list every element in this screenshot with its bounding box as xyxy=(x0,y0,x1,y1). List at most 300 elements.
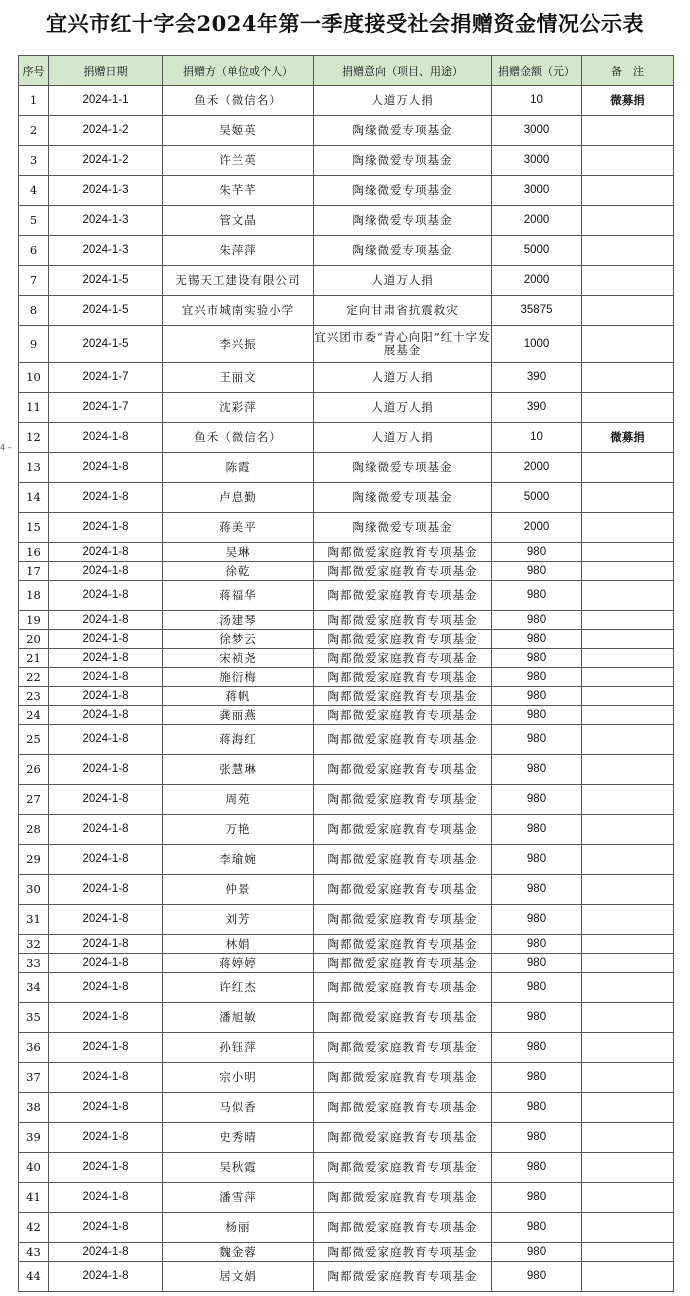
table-row xyxy=(19,423,674,453)
cell-purpose: 陶缘微爱专项基金 xyxy=(314,483,492,513)
cell-donor: 徐梦云 xyxy=(163,630,314,649)
cell-donor: 蒋帆 xyxy=(163,687,314,706)
table-row xyxy=(19,687,674,706)
cell-amount: 980 xyxy=(492,815,582,845)
cell-donor: 王丽文 xyxy=(163,363,314,393)
cell-amount: 10 xyxy=(492,86,582,116)
cell-purpose: 陶都微爱家庭教育专项基金 xyxy=(314,1213,492,1243)
cell-donor: 沈彩萍 xyxy=(163,393,314,423)
cell-amount: 2000 xyxy=(492,206,582,236)
cell-note xyxy=(582,296,674,326)
table-row xyxy=(19,363,674,393)
header-donor: 捐赠方（单位或个人） xyxy=(163,56,314,86)
cell-seq: 26 xyxy=(19,755,49,785)
cell-seq: 16 xyxy=(19,543,49,562)
cell-note xyxy=(582,581,674,611)
cell-donor: 蒋美平 xyxy=(163,513,314,543)
cell-note xyxy=(582,954,674,973)
cell-note xyxy=(582,1243,674,1262)
cell-date: 2024-1-8 xyxy=(49,1003,163,1033)
donation-table xyxy=(18,55,674,1292)
cell-purpose: 陶都微爱家庭教育专项基金 xyxy=(314,562,492,581)
cell-amount: 5000 xyxy=(492,483,582,513)
cell-amount: 980 xyxy=(492,954,582,973)
cell-purpose: 陶都微爱家庭教育专项基金 xyxy=(314,845,492,875)
cell-purpose: 陶都微爱家庭教育专项基金 xyxy=(314,1003,492,1033)
table-row xyxy=(19,1262,674,1292)
cell-date: 2024-1-5 xyxy=(49,296,163,326)
cell-seq: 27 xyxy=(19,785,49,815)
cell-note xyxy=(582,815,674,845)
cell-date: 2024-1-8 xyxy=(49,453,163,483)
cell-seq: 19 xyxy=(19,611,49,630)
cell-purpose: 陶缘微爱专项基金 xyxy=(314,453,492,483)
cell-amount: 980 xyxy=(492,543,582,562)
cell-donor: 潘雪萍 xyxy=(163,1183,314,1213)
cell-seq: 4 xyxy=(19,176,49,206)
cell-note xyxy=(582,363,674,393)
cell-note xyxy=(582,326,674,363)
cell-amount: 980 xyxy=(492,875,582,905)
cell-purpose: 陶缘微爱专项基金 xyxy=(314,116,492,146)
cell-amount: 980 xyxy=(492,1213,582,1243)
cell-date: 2024-1-5 xyxy=(49,326,163,363)
cell-seq: 36 xyxy=(19,1033,49,1063)
cell-donor: 许红杰 xyxy=(163,973,314,1003)
cell-seq: 9 xyxy=(19,326,49,363)
cell-donor: 仲景 xyxy=(163,875,314,905)
cell-seq: 32 xyxy=(19,935,49,954)
table-row xyxy=(19,954,674,973)
cell-note xyxy=(582,845,674,875)
cell-note xyxy=(582,393,674,423)
table-row xyxy=(19,649,674,668)
cell-note xyxy=(582,649,674,668)
cell-purpose: 人道万人捐 xyxy=(314,393,492,423)
cell-amount: 10 xyxy=(492,423,582,453)
table-row xyxy=(19,296,674,326)
cell-date: 2024-1-8 xyxy=(49,1033,163,1063)
cell-date: 2024-1-7 xyxy=(49,363,163,393)
cell-purpose: 人道万人捐 xyxy=(314,423,492,453)
cell-date: 2024-1-8 xyxy=(49,630,163,649)
cell-amount: 980 xyxy=(492,755,582,785)
cell-amount: 980 xyxy=(492,1153,582,1183)
cell-note: 微募捐 xyxy=(582,423,674,453)
cell-date: 2024-1-8 xyxy=(49,1243,163,1262)
cell-purpose: 陶都微爱家庭教育专项基金 xyxy=(314,1123,492,1153)
table-row xyxy=(19,630,674,649)
cell-date: 2024-1-8 xyxy=(49,785,163,815)
cell-donor: 林娟 xyxy=(163,935,314,954)
cell-date: 2024-1-8 xyxy=(49,483,163,513)
cell-donor: 蒋福华 xyxy=(163,581,314,611)
cell-purpose: 陶都微爱家庭教育专项基金 xyxy=(314,785,492,815)
cell-purpose: 陶都微爱家庭教育专项基金 xyxy=(314,755,492,785)
cell-amount: 980 xyxy=(492,1123,582,1153)
cell-date: 2024-1-8 xyxy=(49,513,163,543)
cell-purpose: 陶缘微爱专项基金 xyxy=(314,176,492,206)
cell-date: 2024-1-1 xyxy=(49,86,163,116)
cell-purpose: 陶缘微爱专项基金 xyxy=(314,513,492,543)
cell-donor: 宜兴市城南实验小学 xyxy=(163,296,314,326)
cell-seq: 33 xyxy=(19,954,49,973)
table-row xyxy=(19,483,674,513)
cell-amount: 35875 xyxy=(492,296,582,326)
cell-seq: 24 xyxy=(19,706,49,725)
table-row xyxy=(19,815,674,845)
cell-seq: 3 xyxy=(19,146,49,176)
cell-amount: 980 xyxy=(492,1262,582,1292)
cell-purpose: 陶都微爱家庭教育专项基金 xyxy=(314,1183,492,1213)
table-row xyxy=(19,86,674,116)
cell-amount: 980 xyxy=(492,973,582,1003)
cell-purpose: 陶都微爱家庭教育专项基金 xyxy=(314,905,492,935)
cell-note xyxy=(582,116,674,146)
cell-date: 2024-1-8 xyxy=(49,649,163,668)
cell-note xyxy=(582,905,674,935)
cell-note xyxy=(582,1063,674,1093)
cell-seq: 15 xyxy=(19,513,49,543)
cell-purpose: 陶都微爱家庭教育专项基金 xyxy=(314,1093,492,1123)
cell-donor: 李兴振 xyxy=(163,326,314,363)
table-row xyxy=(19,1063,674,1093)
cell-seq: 39 xyxy=(19,1123,49,1153)
cell-note xyxy=(582,453,674,483)
header-purpose: 捐赠意向（项目、用途） xyxy=(314,56,492,86)
cell-amount: 3000 xyxy=(492,176,582,206)
page-margin-mark: 4 – xyxy=(0,443,12,452)
cell-date: 2024-1-8 xyxy=(49,755,163,785)
cell-purpose: 陶都微爱家庭教育专项基金 xyxy=(314,1262,492,1292)
cell-donor: 鱼禾（微信名） xyxy=(163,86,314,116)
cell-date: 2024-1-8 xyxy=(49,706,163,725)
cell-seq: 34 xyxy=(19,973,49,1003)
cell-note xyxy=(582,1123,674,1153)
cell-date: 2024-1-2 xyxy=(49,146,163,176)
cell-amount: 3000 xyxy=(492,146,582,176)
cell-purpose: 陶都微爱家庭教育专项基金 xyxy=(314,954,492,973)
cell-date: 2024-1-2 xyxy=(49,116,163,146)
cell-date: 2024-1-8 xyxy=(49,543,163,562)
cell-amount: 980 xyxy=(492,562,582,581)
table-row xyxy=(19,875,674,905)
cell-amount: 5000 xyxy=(492,236,582,266)
cell-purpose: 陶都微爱家庭教育专项基金 xyxy=(314,875,492,905)
cell-amount: 980 xyxy=(492,1033,582,1063)
table-header-row xyxy=(19,56,674,86)
cell-note xyxy=(582,973,674,1003)
table-row xyxy=(19,1153,674,1183)
table-row xyxy=(19,513,674,543)
cell-donor: 吴秋霞 xyxy=(163,1153,314,1183)
cell-amount: 980 xyxy=(492,611,582,630)
cell-note xyxy=(582,706,674,725)
cell-date: 2024-1-8 xyxy=(49,1093,163,1123)
cell-purpose: 陶缘微爱专项基金 xyxy=(314,206,492,236)
cell-amount: 980 xyxy=(492,1183,582,1213)
cell-note xyxy=(582,543,674,562)
table-row xyxy=(19,1003,674,1033)
table-row xyxy=(19,1183,674,1213)
cell-donor: 朱芊芊 xyxy=(163,176,314,206)
cell-donor: 马似香 xyxy=(163,1093,314,1123)
cell-seq: 1 xyxy=(19,86,49,116)
cell-seq: 38 xyxy=(19,1093,49,1123)
cell-seq: 35 xyxy=(19,1003,49,1033)
cell-amount: 980 xyxy=(492,785,582,815)
cell-note xyxy=(582,935,674,954)
table-row xyxy=(19,581,674,611)
cell-purpose: 陶都微爱家庭教育专项基金 xyxy=(314,973,492,1003)
cell-purpose: 陶都微爱家庭教育专项基金 xyxy=(314,649,492,668)
table-row xyxy=(19,116,674,146)
cell-donor: 刘芳 xyxy=(163,905,314,935)
cell-note xyxy=(582,206,674,236)
cell-seq: 2 xyxy=(19,116,49,146)
table-row xyxy=(19,326,674,363)
cell-donor: 施衍梅 xyxy=(163,668,314,687)
cell-donor: 鱼禾（微信名） xyxy=(163,423,314,453)
cell-donor: 张慧琳 xyxy=(163,755,314,785)
cell-note xyxy=(582,785,674,815)
cell-seq: 29 xyxy=(19,845,49,875)
cell-note xyxy=(582,668,674,687)
cell-date: 2024-1-8 xyxy=(49,1063,163,1093)
cell-donor: 朱萍萍 xyxy=(163,236,314,266)
cell-seq: 17 xyxy=(19,562,49,581)
cell-note: 微募捐 xyxy=(582,86,674,116)
cell-donor: 管文晶 xyxy=(163,206,314,236)
cell-note xyxy=(582,1153,674,1183)
cell-date: 2024-1-8 xyxy=(49,562,163,581)
cell-purpose: 陶都微爱家庭教育专项基金 xyxy=(314,1243,492,1262)
cell-amount: 980 xyxy=(492,1243,582,1262)
table-row xyxy=(19,206,674,236)
cell-donor: 史秀晴 xyxy=(163,1123,314,1153)
cell-amount: 980 xyxy=(492,1063,582,1093)
table-row xyxy=(19,1213,674,1243)
table-row xyxy=(19,562,674,581)
table-row xyxy=(19,146,674,176)
cell-date: 2024-1-8 xyxy=(49,1183,163,1213)
cell-amount: 390 xyxy=(492,393,582,423)
cell-date: 2024-1-8 xyxy=(49,581,163,611)
table-row xyxy=(19,176,674,206)
cell-seq: 10 xyxy=(19,363,49,393)
cell-note xyxy=(582,1093,674,1123)
cell-seq: 31 xyxy=(19,905,49,935)
cell-seq: 13 xyxy=(19,453,49,483)
cell-note xyxy=(582,875,674,905)
table-row xyxy=(19,845,674,875)
table-row xyxy=(19,236,674,266)
cell-amount: 2000 xyxy=(492,513,582,543)
cell-amount: 1000 xyxy=(492,326,582,363)
cell-donor: 潘旭敏 xyxy=(163,1003,314,1033)
cell-donor: 宗小明 xyxy=(163,1063,314,1093)
cell-donor: 无锡天工建设有限公司 xyxy=(163,266,314,296)
cell-purpose: 宜兴团市委“青心向阳”红十字发展基金 xyxy=(314,326,492,363)
cell-date: 2024-1-8 xyxy=(49,1123,163,1153)
cell-donor: 蒋海红 xyxy=(163,725,314,755)
table-body xyxy=(19,86,674,1292)
cell-note xyxy=(582,725,674,755)
cell-seq: 22 xyxy=(19,668,49,687)
cell-seq: 44 xyxy=(19,1262,49,1292)
cell-amount: 980 xyxy=(492,725,582,755)
cell-seq: 23 xyxy=(19,687,49,706)
cell-amount: 980 xyxy=(492,905,582,935)
cell-amount: 980 xyxy=(492,845,582,875)
cell-note xyxy=(582,1262,674,1292)
cell-date: 2024-1-3 xyxy=(49,206,163,236)
cell-seq: 42 xyxy=(19,1213,49,1243)
cell-donor: 周苑 xyxy=(163,785,314,815)
table-row xyxy=(19,611,674,630)
cell-purpose: 定向甘肃省抗震救灾 xyxy=(314,296,492,326)
cell-date: 2024-1-8 xyxy=(49,973,163,1003)
cell-date: 2024-1-8 xyxy=(49,845,163,875)
cell-note xyxy=(582,562,674,581)
cell-seq: 25 xyxy=(19,725,49,755)
cell-amount: 2000 xyxy=(492,453,582,483)
cell-purpose: 人道万人捐 xyxy=(314,86,492,116)
cell-purpose: 陶都微爱家庭教育专项基金 xyxy=(314,706,492,725)
header-date: 捐赠日期 xyxy=(49,56,163,86)
cell-seq: 37 xyxy=(19,1063,49,1093)
cell-seq: 14 xyxy=(19,483,49,513)
cell-date: 2024-1-5 xyxy=(49,266,163,296)
table-row xyxy=(19,785,674,815)
cell-amount: 3000 xyxy=(492,116,582,146)
cell-donor: 居文娟 xyxy=(163,1262,314,1292)
header-amount: 捐赠金额（元） xyxy=(492,56,582,86)
cell-amount: 980 xyxy=(492,687,582,706)
cell-seq: 6 xyxy=(19,236,49,266)
cell-donor: 陈霞 xyxy=(163,453,314,483)
cell-purpose: 人道万人捐 xyxy=(314,266,492,296)
table-row xyxy=(19,905,674,935)
cell-date: 2024-1-8 xyxy=(49,815,163,845)
table-row xyxy=(19,543,674,562)
cell-seq: 11 xyxy=(19,393,49,423)
cell-date: 2024-1-8 xyxy=(49,905,163,935)
cell-amount: 980 xyxy=(492,1093,582,1123)
table-row xyxy=(19,755,674,785)
cell-note xyxy=(582,266,674,296)
cell-donor: 许兰英 xyxy=(163,146,314,176)
cell-donor: 孙钰萍 xyxy=(163,1033,314,1063)
cell-donor: 蒋婷婷 xyxy=(163,954,314,973)
cell-seq: 43 xyxy=(19,1243,49,1262)
cell-purpose: 陶都微爱家庭教育专项基金 xyxy=(314,543,492,562)
cell-date: 2024-1-8 xyxy=(49,875,163,905)
cell-note xyxy=(582,1003,674,1033)
table-row xyxy=(19,1123,674,1153)
cell-note xyxy=(582,483,674,513)
table-row xyxy=(19,453,674,483)
cell-purpose: 陶都微爱家庭教育专项基金 xyxy=(314,725,492,755)
header-seq: 序号 xyxy=(19,56,49,86)
cell-amount: 980 xyxy=(492,935,582,954)
cell-note xyxy=(582,687,674,706)
cell-date: 2024-1-8 xyxy=(49,1153,163,1183)
cell-donor: 汤建琴 xyxy=(163,611,314,630)
cell-note xyxy=(582,1183,674,1213)
table-row xyxy=(19,393,674,423)
cell-seq: 20 xyxy=(19,630,49,649)
cell-note xyxy=(582,611,674,630)
cell-donor: 万艳 xyxy=(163,815,314,845)
cell-purpose: 陶缘微爱专项基金 xyxy=(314,146,492,176)
cell-seq: 28 xyxy=(19,815,49,845)
cell-date: 2024-1-8 xyxy=(49,423,163,453)
cell-purpose: 陶都微爱家庭教育专项基金 xyxy=(314,815,492,845)
cell-note xyxy=(582,1033,674,1063)
table-row xyxy=(19,706,674,725)
cell-amount: 980 xyxy=(492,630,582,649)
cell-note xyxy=(582,236,674,266)
cell-donor: 宋祯尧 xyxy=(163,649,314,668)
cell-purpose: 陶缘微爱专项基金 xyxy=(314,236,492,266)
cell-date: 2024-1-8 xyxy=(49,611,163,630)
cell-amount: 2000 xyxy=(492,266,582,296)
cell-seq: 7 xyxy=(19,266,49,296)
page-title: 宜兴市红十字会2024年第一季度接受社会捐赠资金情况公示表 xyxy=(46,11,644,36)
cell-date: 2024-1-8 xyxy=(49,668,163,687)
cell-date: 2024-1-8 xyxy=(49,687,163,706)
cell-purpose: 陶都微爱家庭教育专项基金 xyxy=(314,1063,492,1093)
table-row xyxy=(19,973,674,1003)
cell-date: 2024-1-8 xyxy=(49,954,163,973)
cell-note xyxy=(582,755,674,785)
cell-date: 2024-1-8 xyxy=(49,935,163,954)
cell-seq: 12 xyxy=(19,423,49,453)
cell-amount: 980 xyxy=(492,1003,582,1033)
cell-date: 2024-1-8 xyxy=(49,1213,163,1243)
cell-purpose: 陶都微爱家庭教育专项基金 xyxy=(314,668,492,687)
cell-purpose: 陶都微爱家庭教育专项基金 xyxy=(314,611,492,630)
cell-purpose: 陶都微爱家庭教育专项基金 xyxy=(314,1033,492,1063)
cell-purpose: 人道万人捐 xyxy=(314,363,492,393)
cell-amount: 980 xyxy=(492,668,582,687)
cell-donor: 徐乾 xyxy=(163,562,314,581)
cell-seq: 5 xyxy=(19,206,49,236)
cell-seq: 40 xyxy=(19,1153,49,1183)
cell-date: 2024-1-3 xyxy=(49,176,163,206)
table-row xyxy=(19,1243,674,1262)
table-row xyxy=(19,725,674,755)
table-row xyxy=(19,935,674,954)
cell-purpose: 陶都微爱家庭教育专项基金 xyxy=(314,935,492,954)
cell-note xyxy=(582,176,674,206)
cell-donor: 魏金蓉 xyxy=(163,1243,314,1262)
table-row xyxy=(19,1033,674,1063)
cell-seq: 41 xyxy=(19,1183,49,1213)
table-row xyxy=(19,266,674,296)
cell-seq: 8 xyxy=(19,296,49,326)
table-row xyxy=(19,668,674,687)
cell-purpose: 陶都微爱家庭教育专项基金 xyxy=(314,581,492,611)
cell-date: 2024-1-8 xyxy=(49,725,163,755)
cell-donor: 吴琳 xyxy=(163,543,314,562)
cell-date: 2024-1-7 xyxy=(49,393,163,423)
cell-purpose: 陶都微爱家庭教育专项基金 xyxy=(314,687,492,706)
cell-donor: 李瑜婉 xyxy=(163,845,314,875)
cell-amount: 390 xyxy=(492,363,582,393)
cell-amount: 980 xyxy=(492,706,582,725)
